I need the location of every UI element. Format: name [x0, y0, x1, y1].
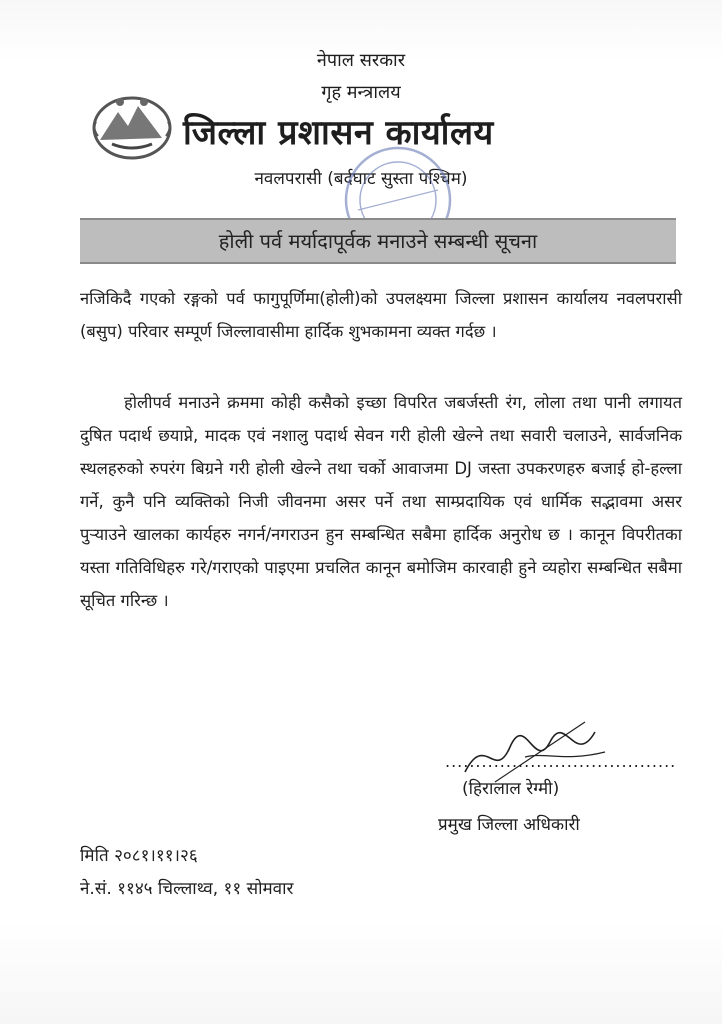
date-nepal-sambat: ने.सं. ११४५ चिल्लाथ्व, ११ सोमवार	[80, 879, 294, 899]
nepal-emblem-icon	[90, 88, 174, 164]
government-heading: नेपाल सरकार	[316, 50, 406, 71]
paragraph-greeting: नजिकिदै गएको रङ्गको पर्व फागुपूर्णिमा(होली)को उपलक्ष्यमा जिल्ला प्रशासन कार्यालय नवलपरासी (बसुप) परिवार सम्पूर्ण जिल्लावासीमा हार्दिक शुभकामना व्यक्त गर्दछ ।	[80, 289, 682, 341]
district-subtitle: नवलपरासी (बर्दघाट सुस्ता पश्चिम)	[254, 169, 468, 189]
date-bikram-sambat: मिति २०८१।११।२६	[80, 846, 198, 866]
office-title: जिल्ला प्रशासन कार्यालय	[183, 113, 494, 153]
signatory-designation: प्रमुख जिल्ला अधिकारी	[438, 815, 580, 835]
notice-title: होली पर्व मर्यादापूर्वक मनाउने सम्बन्धी सूचना	[218, 229, 538, 253]
signature-dotted-line: ......................................	[445, 752, 677, 771]
ministry-heading: गृह मन्त्रालय	[321, 82, 401, 103]
paragraph-instructions: होलीपर्व मनाउने क्रममा कोही कसैको इच्छा विपरित जबर्जस्ती रंग, लोला तथा पानी लगायत दुषित पदार्थ छयाप्ने, मादक एवं नशालु पदार्थ सेवन गरी होली खेल्ने तथा सवारी चलाउने, सार्वजनिक स्थलहरुको रुपरंग बिग्रने गरी होली खेल्ने तथा चर्को आवाजमा DJ जस्ता उपकरणहरु बजाई हो-हल्ला गर्ने, कुनै पनि व्यक्तिको निजी जीवनमा असर पर्ने तथा साम्प्रदायिक एवं धार्मिक सद्भावमा असर पुर्‍याउने खालका कार्यहरु नगर्न/नगराउन हुन सम्बन्धित सबैमा हार्दिक अनुरोध छ । कानून विपरीतका यस्ता गतिविधिहरु गरे/गराएको पाइएमा प्रचलित कानून बमोजिम कारवाही हुने व्यहोरा सम्बन्धित सबैमा सूचित गरिन्छ ।	[80, 393, 682, 610]
notice-title-band	[80, 218, 676, 264]
signatory-name: (हिरालाल रेग्मी)	[462, 779, 560, 799]
